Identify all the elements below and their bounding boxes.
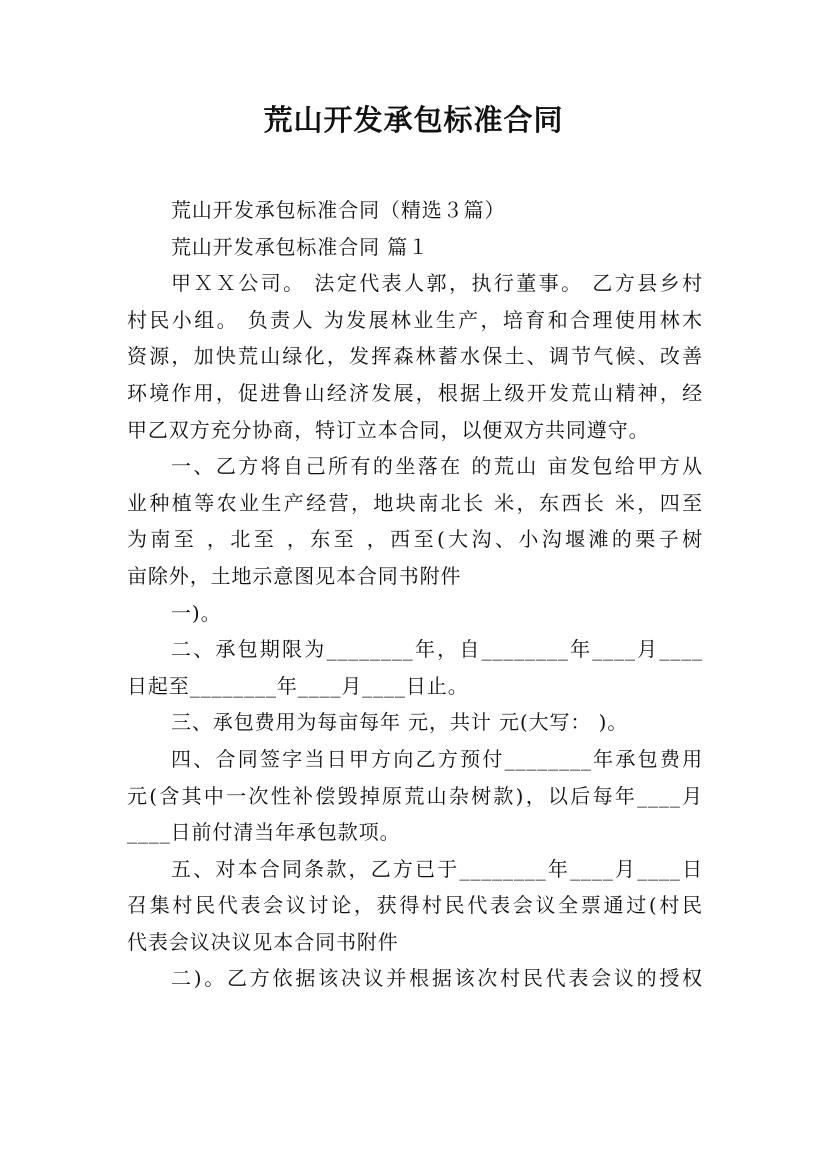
document-title: 荒山开发承包标准合同 <box>263 103 564 137</box>
paragraph-line: 一、乙方将自己所有的坐落在 的荒山 亩发包给甲方从 <box>171 454 703 479</box>
paragraph-line: 元(含其中一次性补偿毁掉原荒山杂树款)，以后每年____月 <box>127 783 703 808</box>
paragraph-line: 二、承包期限为________年，自________年____月____ <box>171 637 703 662</box>
paragraph-line: 甲ＸＸ公司。 法定代表人郭，执行董事。 乙方县乡村 <box>171 271 703 296</box>
paragraph-line: 村民小组。 负责人 为发展林业生产，培育和合理使用林木 <box>127 307 703 332</box>
paragraph-line: 亩除外，土地示意图见本合同书附件 <box>127 563 462 588</box>
paragraph-line: 资源，加快荒山绿化，发挥森林蓄水保土、调节气候、改善 <box>127 344 703 369</box>
paragraph-line: 召集村民代表会议讨论，获得村民代表会议全票通过(村民 <box>127 893 703 918</box>
paragraph-line: 二)。乙方依据该决议并根据该次村民代表会议的授权 <box>171 966 703 991</box>
paragraph-line: 为南至 ，北至 ，东至 ，西至(大沟、小沟堰滩的栗子树 <box>127 527 703 552</box>
paragraph-line: 业种植等农业生产经营，地块南北长 米，东西长 米，四至 <box>127 490 703 515</box>
paragraph-line: 四、合同签字当日甲方向乙方预付________年承包费用 <box>171 746 703 771</box>
paragraph-line: 代表会议决议见本合同书附件 <box>127 929 399 954</box>
paragraph-line: 日起至________年____月____日止。 <box>127 673 469 698</box>
paragraph-line: 环境作用，促进鲁山经济发展，根据上级开发荒山精神，经 <box>127 380 703 405</box>
paragraph-line: 五、对本合同条款，乙方已于________年____月____日 <box>171 856 703 881</box>
paragraph-line: 荒山开发承包标准合同（精选３篇） <box>171 198 506 222</box>
paragraph-line: 荒山开发承包标准合同 篇１ <box>171 234 430 259</box>
paragraph-line: 三、承包费用为每亩每年 元，共计 元(大写： )。 <box>171 710 629 735</box>
document-body <box>127 192 703 997</box>
paragraph-line: 甲乙双方充分协商，特订立本合同，以便双方共同遵守。 <box>127 417 650 442</box>
paragraph-line: 一)。 <box>171 600 222 625</box>
paragraph-line: ____日前付清当年承包款项。 <box>127 820 401 845</box>
